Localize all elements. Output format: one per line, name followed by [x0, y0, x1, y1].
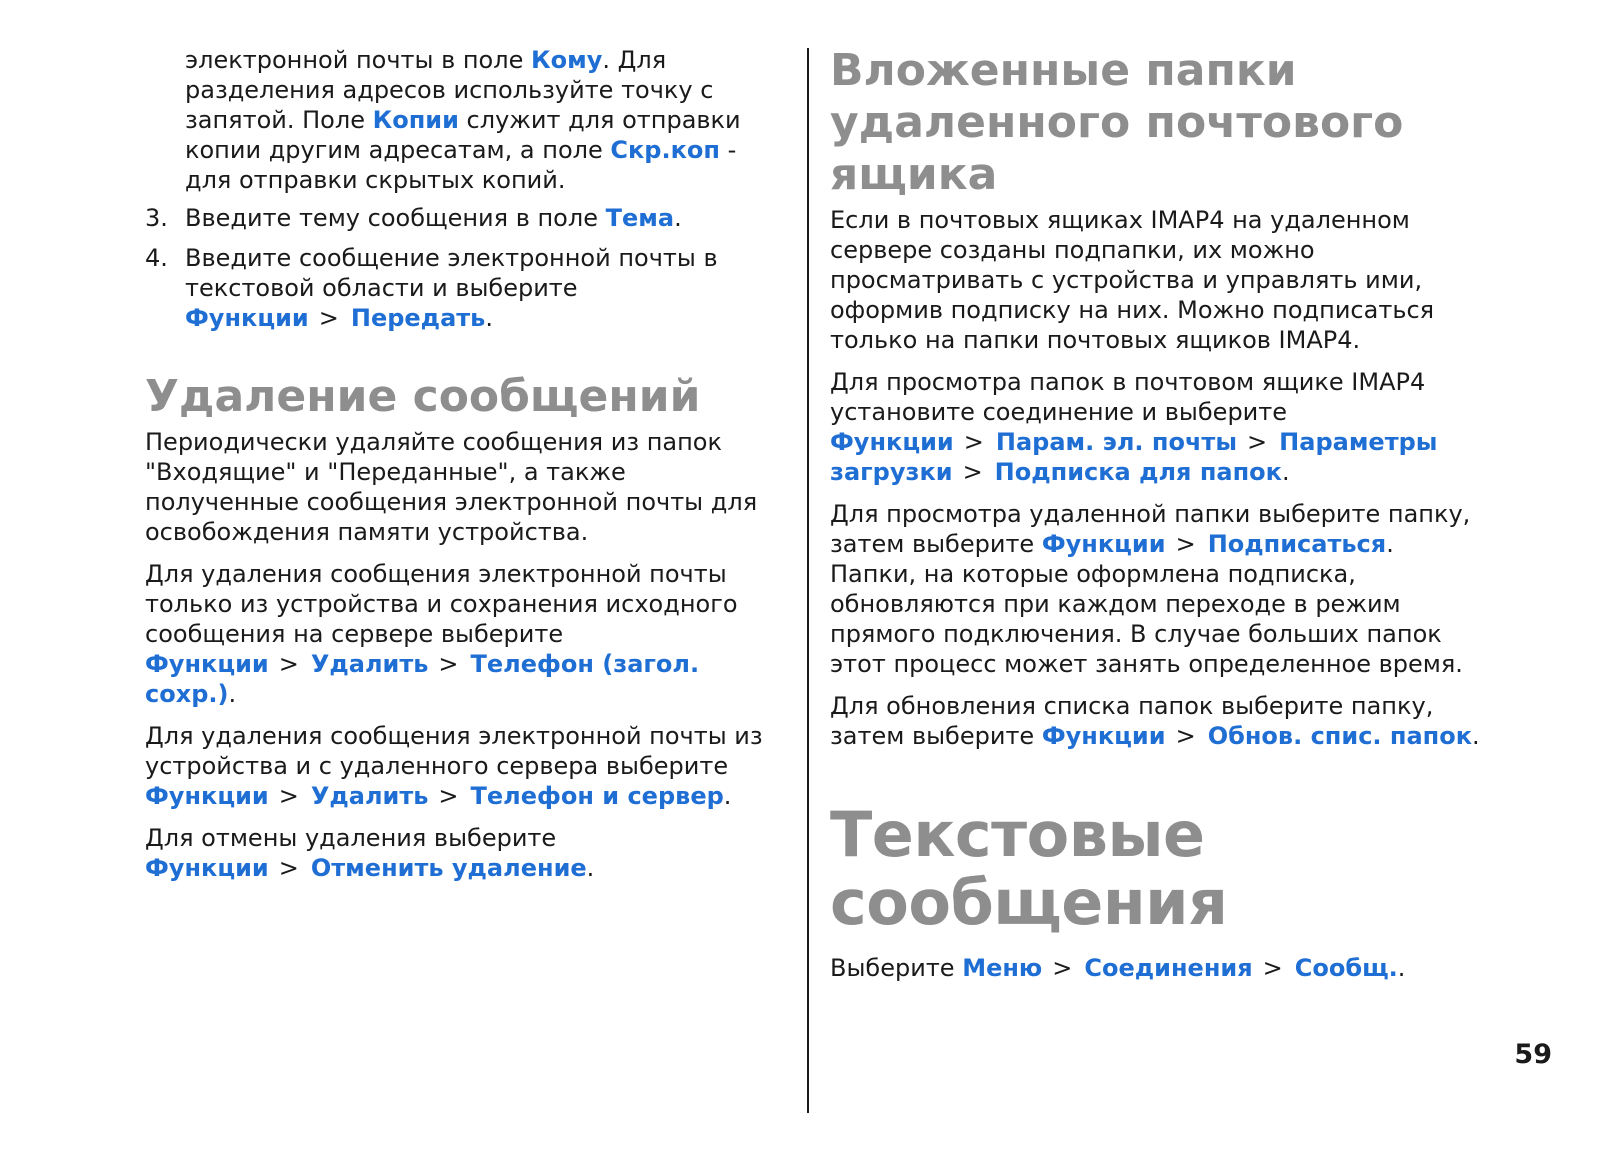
link-options[interactable]: Функции [830, 428, 954, 456]
menu-separator: > [278, 854, 299, 882]
menu-separator: > [278, 782, 299, 810]
text: Для удаления сообщения электронной почты только из устройства и сохранения исходного сообщения на сервере выберите [145, 560, 738, 648]
link-send[interactable]: Передать [350, 304, 486, 332]
menu-separator: > [1175, 530, 1196, 558]
text: Для просмотра папок в почтовом ящике IMAP4 установите соединение и выберите [830, 368, 1426, 426]
text: . [674, 204, 682, 232]
text: Выберите [830, 954, 963, 982]
text: Введите тему сообщения в поле [185, 204, 606, 232]
link-cc-field[interactable]: Копии [372, 106, 459, 134]
link-undo-delete[interactable]: Отменить удаление [310, 854, 587, 882]
link-options[interactable]: Функции [145, 854, 269, 882]
link-options[interactable]: Функции [1041, 722, 1166, 750]
menu-separator: > [1052, 954, 1073, 982]
link-delete[interactable]: Удалить [310, 650, 429, 678]
text: Введите сообщение электронной почты в текстовой области и выберите [185, 244, 718, 302]
paragraph: Если в почтовых ящиках IMAP4 на удаленном сервере созданы подпапки, их можно просматривать с устройства и управлять ими, оформив подписку на них. Можно подписаться только на папки почтовых ящиков IMAP4. [830, 206, 1435, 354]
section-heading-subfolders: Вложенные папки удаленного почтового ящика [830, 45, 1404, 200]
text: Для обновления списка папок выберите папку, затем выберите [830, 692, 1434, 750]
paragraph: Периодически удаляйте сообщения из папок "Входящие" и "Переданные", а также полученные сообщения электронной почты для освобождения памяти устройства. [145, 428, 758, 546]
text: . [586, 854, 595, 882]
section-heading-delete: Удаление сообщений [145, 371, 701, 422]
paragraph [830, 953, 1480, 983]
paragraph [830, 691, 1480, 751]
text: . [1281, 458, 1290, 486]
text: электронной почты в поле [185, 46, 531, 74]
menu-separator: > [1247, 428, 1268, 456]
paragraph [145, 559, 780, 709]
paragraph [830, 499, 1480, 679]
step-3 [145, 203, 780, 233]
menu-separator: > [1262, 954, 1283, 982]
step-number: 4. [145, 244, 168, 272]
paragraph [830, 367, 1480, 487]
text: Для удаления сообщения электронной почты из устройства и с удаленного сервера выберите [145, 722, 763, 780]
paragraph [145, 823, 780, 883]
text: - для отправки скрытых копий. [185, 136, 737, 194]
menu-separator: > [963, 428, 984, 456]
text: . [723, 782, 732, 810]
link-folder-subscription[interactable]: Подписка для папок [994, 458, 1282, 486]
link-messaging[interactable]: Сообщ. [1294, 954, 1398, 982]
link-phone-and-server[interactable]: Телефон и сервер [470, 782, 724, 810]
text: . [1472, 722, 1480, 750]
text: Для отмены удаления выберите [145, 824, 557, 852]
link-email-settings[interactable]: Парам. эл. почты [995, 428, 1238, 456]
link-bcc-field[interactable]: Скр.коп [610, 136, 720, 164]
recipients-paragraph [185, 45, 780, 195]
text: Для просмотра удаленной папки выберите папку, затем выберите [830, 500, 1471, 558]
link-subject[interactable]: Тема [605, 204, 675, 232]
text: служит для отправки копии другим адресатам, а поле [185, 106, 741, 164]
column-divider [807, 48, 809, 1113]
link-options[interactable]: Функции [145, 650, 269, 678]
menu-separator: > [962, 458, 983, 486]
step-number: 3. [145, 204, 168, 232]
menu-separator: > [278, 650, 299, 678]
text: . [1397, 954, 1406, 982]
link-options[interactable]: Функции [145, 782, 269, 810]
step-4 [145, 243, 780, 333]
page-number: 59 [1514, 1039, 1552, 1070]
link-options[interactable]: Функции [185, 304, 309, 332]
link-phone-headers[interactable]: Телефон (загол. сохр.) [145, 650, 700, 708]
link-connectivity[interactable]: Соединения [1084, 954, 1253, 982]
link-refresh-folder-list[interactable]: Обнов. спис. папок [1207, 722, 1473, 750]
text: . Для разделения адресов используйте точку с запятой. Поле [185, 46, 714, 134]
chapter-heading-text-messages: Текстовые сообщения [830, 798, 1228, 939]
text: . Папки, на которые оформлена подписка, обновляются при каждом переходе в режим прямого подключения. В случае больших папок этот процесс может занять определенное время. [830, 530, 1463, 678]
menu-separator: > [318, 304, 339, 332]
right-column [830, 45, 1480, 995]
text: . [485, 304, 493, 332]
paragraph [145, 721, 780, 811]
link-subscribe[interactable]: Подписаться [1207, 530, 1387, 558]
link-options[interactable]: Функции [1041, 530, 1166, 558]
menu-separator: > [438, 782, 459, 810]
steps-list [145, 203, 780, 333]
left-column [145, 45, 780, 895]
menu-separator: > [438, 650, 459, 678]
menu-separator: > [1175, 722, 1196, 750]
link-retrieval-settings[interactable]: Параметры загрузки [830, 428, 1438, 486]
link-delete[interactable]: Удалить [310, 782, 429, 810]
text: . [228, 680, 237, 708]
link-to-field[interactable]: Кому [530, 46, 603, 74]
link-menu[interactable]: Меню [962, 954, 1043, 982]
